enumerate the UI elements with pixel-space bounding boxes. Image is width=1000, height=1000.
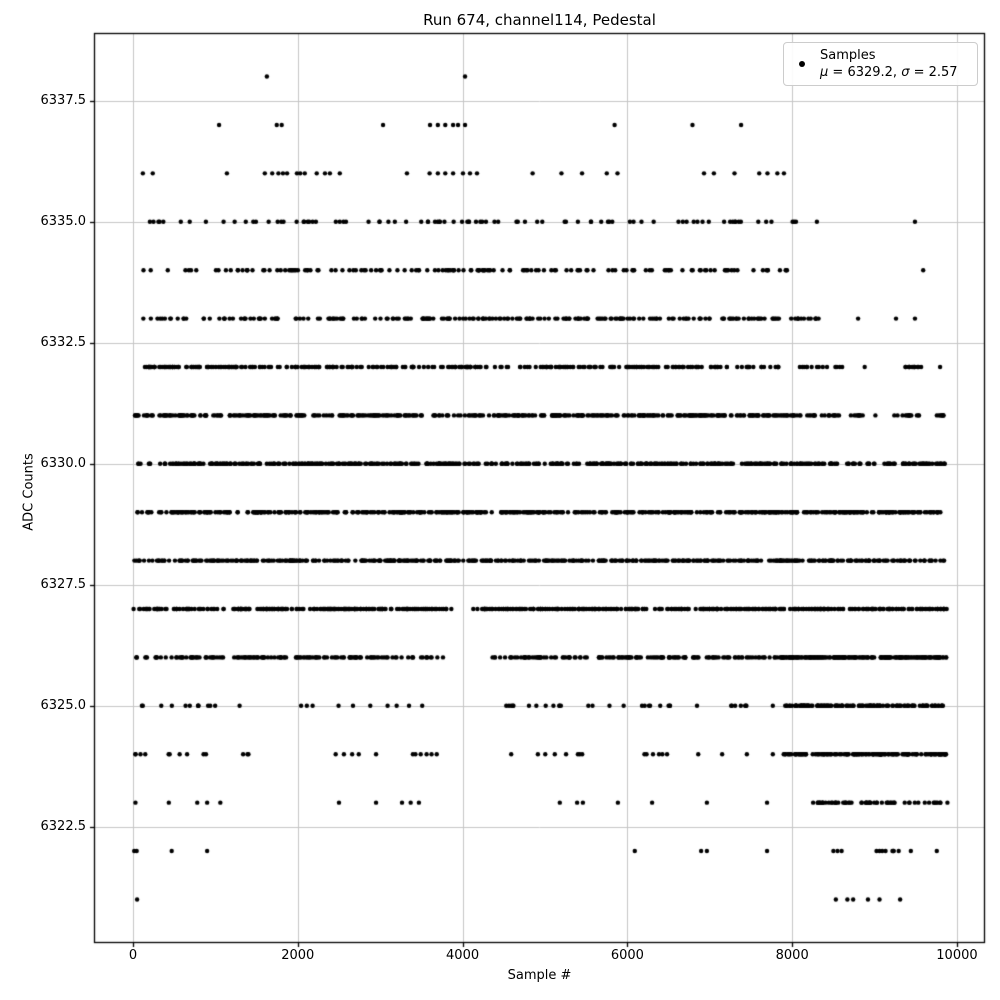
x-axis-label: Sample # bbox=[507, 968, 572, 983]
legend-marker-column bbox=[784, 61, 820, 67]
y-tick-label: 6330.0 bbox=[40, 455, 86, 471]
y-tick-label: 6327.5 bbox=[40, 576, 86, 592]
x-tick-label: 2000 bbox=[281, 948, 315, 963]
mu-value: = 6329.2, bbox=[828, 65, 902, 80]
legend-stats-line bbox=[820, 64, 977, 81]
y-tick-label: 6337.5 bbox=[40, 92, 86, 108]
x-tick-label: 0 bbox=[128, 948, 138, 963]
x-tick-label: 8000 bbox=[775, 948, 809, 963]
x-tick-label: 6000 bbox=[610, 948, 644, 963]
x-tick-label: 10000 bbox=[936, 948, 978, 963]
y-tick-label: 6332.5 bbox=[40, 334, 86, 350]
x-tick-label: 4000 bbox=[446, 948, 480, 963]
y-tick-label: 6335.0 bbox=[40, 213, 86, 229]
legend-samples-label: Samples bbox=[820, 48, 876, 63]
legend bbox=[783, 42, 978, 86]
y-tick-label: 6325.0 bbox=[40, 697, 86, 713]
legend-text bbox=[820, 47, 977, 81]
sigma-value: = 2.57 bbox=[909, 65, 958, 80]
sigma-symbol: σ bbox=[901, 65, 910, 80]
mu-symbol: μ bbox=[820, 65, 829, 80]
chart-title: Run 674, channel114, Pedestal bbox=[423, 11, 656, 29]
samples-marker-icon bbox=[799, 61, 805, 67]
y-axis-label: ADC Counts bbox=[21, 453, 37, 531]
y-tick-label: 6322.5 bbox=[40, 818, 86, 834]
